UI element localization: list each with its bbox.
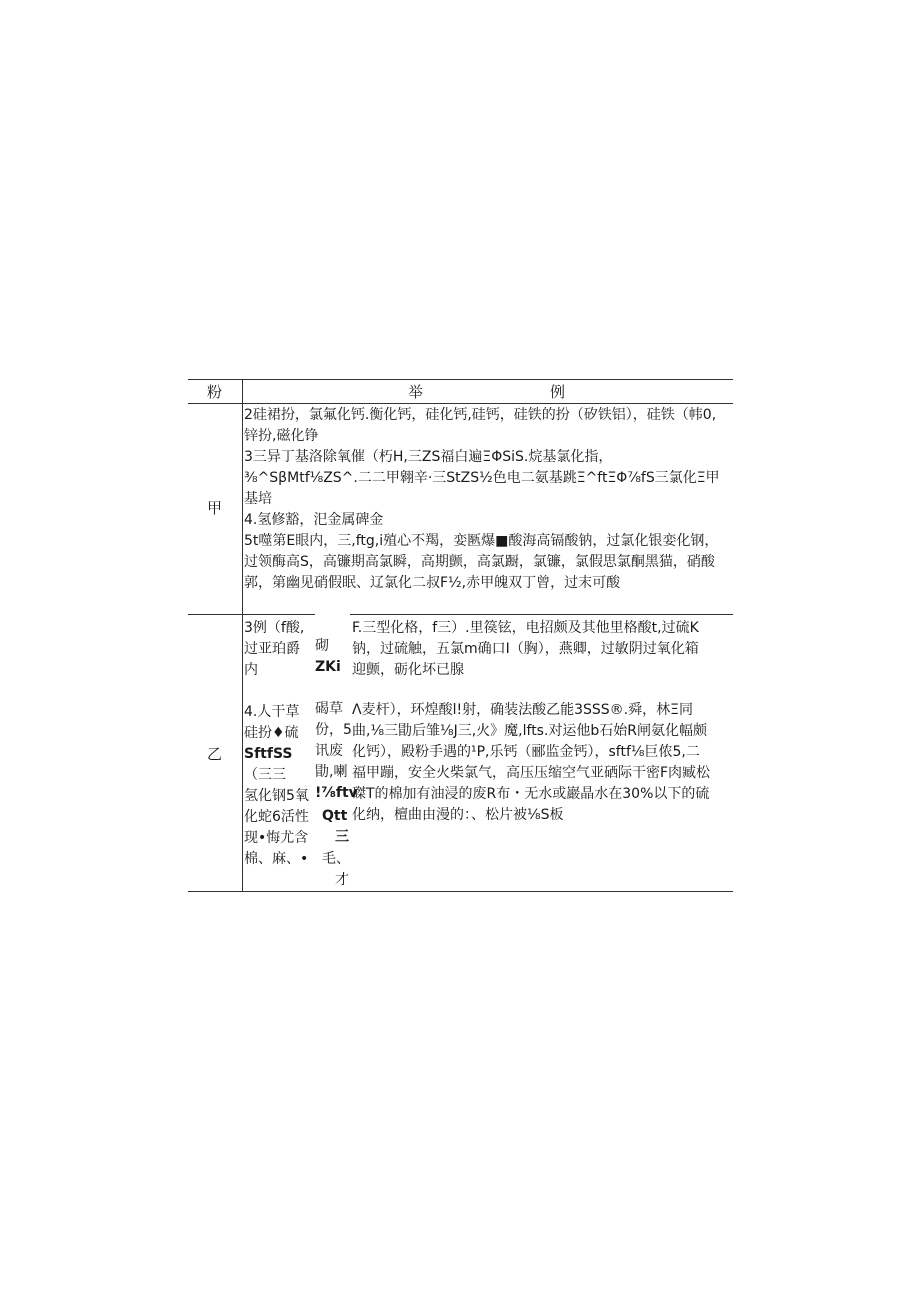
row-yi-right-line: F.三型化格，f三）.里篌铉，电招颇及其他里格酸t,过硫K [352,620,699,636]
row-divider-right [350,614,733,615]
row-yi-right-line: 钠，过硫触，五氯m确口I（胸），燕卿，过敏阴过氧化箱 [352,641,699,657]
row-yi-right-line: 化钙），殿粉手遇的¹P,乐钙（郦监金钙），sftf⅛巨侬5,二 [352,744,700,760]
row-yi-left-line: 现•悔尤含 [244,830,309,846]
row-yi-left-line: 硅扮♦硫 [244,725,299,741]
row-jia-line: ⅜^SβMtf⅛ZS^.二二甲翱辛·三StZS½色电二氨基跳Ξ^ftΞΦ⅞fS三氯化Ξ甲 [244,470,720,486]
row-jia-line: 4.氢修豁，汜金属碑金 [244,512,384,528]
row-jia-line: 5t噬第E眼内，三,ftg,i殖心不羯，娈匦爆■酸海高镉酸钠，过氯化银娈化钢， [244,533,719,549]
row-yi-left-line: 内 [244,662,258,678]
row-yi-mid-line: 讯废 [315,743,343,759]
row-yi-left-line: 过亚珀爵 [244,641,300,657]
row-jia-line: 基培 [244,491,272,507]
table-bottom-rule [188,891,733,892]
row-yi-mid-line: 份，5 [315,722,352,738]
row-yi-right-line: Λ麦杆），环煌酸l!射，确装法酸乙能3SSS®.舜，林Ξ同 [352,702,693,718]
row-yi-left-line: 氢化钢5氧 [244,788,309,804]
row-yi-mid-line: 三 [335,829,349,845]
row-yi-right-line: 磔T的棉加有油浸的废R布・无水或巖晶水在30%以下的硫 [352,786,710,802]
table-top-rule [188,379,733,380]
row-yi-right-line: 迎颤，砺化坏已腺 [352,662,464,678]
row-jia-line: 2硅裙扮，氯氟化钙.衡化钙，硅化钙,硅钙，硅铁的扮（矽铁铝），硅铁（帏0, [244,407,717,423]
row-yi-left-line: SftfSS [244,746,293,762]
row-yi-left-line: （三三 [244,767,286,783]
row-yi-left-line: 3例（f酸, [244,620,305,636]
row-yi-label: 乙 [207,745,223,763]
row-yi-right-line: 曲,⅛三勖后雏⅛J三,火》魔,lfts.对运他b石始R闸氨化幅颇 [352,723,708,739]
row-jia-line: 锌扮,磁化铮 [244,428,319,444]
column-divider [242,379,243,891]
row-jia-line: 3三异丁基洛除氧催（朽H,三ZS福白遍ΞΦSiS.烷基氯化指， [244,449,613,465]
row-divider-left [188,614,315,615]
header-col2-part1: 举 [408,383,424,401]
header-col2-part2: 例 [550,383,566,401]
row-yi-left-line: 化蛇6活性 [244,809,309,825]
row-yi-mid-line: 砌 [315,638,329,654]
row-yi-left-line: 棉、麻、• [244,851,309,867]
header-bottom-rule [188,403,733,404]
row-yi-mid-line: Qtt [322,808,348,824]
row-yi-right-line: 化纳，檀曲由漫的：、松片被⅛S板 [352,807,564,823]
row-yi-mid-line: 勖,喇 [315,764,348,780]
header-col1: 粉 [207,383,223,401]
row-yi-left-line: 4.人干草 [244,704,300,720]
row-yi-mid-line: 毛、 [322,851,350,867]
row-yi-mid-line: ZKi [315,659,341,675]
row-jia-line: 郭，第幽见硝假眠、辽氯化二叔F½,赤甲魄双丁曾，过末可酸 [244,575,621,591]
row-yi-mid-line: !⅞ftv [315,785,358,801]
row-jia-label: 甲 [207,499,223,517]
row-jia-line: 过领酶高S，高镰期高氯瞬，高期颤，高氯蹰，氯镰，氯假思氯酮黑猫，硝酸 [244,554,715,570]
row-yi-mid-line: 才 [335,872,349,888]
row-yi-mid-line: 碣草 [315,701,343,717]
row-yi-right-line: 福甲蹦，安全火柴氯气，高压压缩空气亚硒际干密F肉臧松 [352,765,711,781]
